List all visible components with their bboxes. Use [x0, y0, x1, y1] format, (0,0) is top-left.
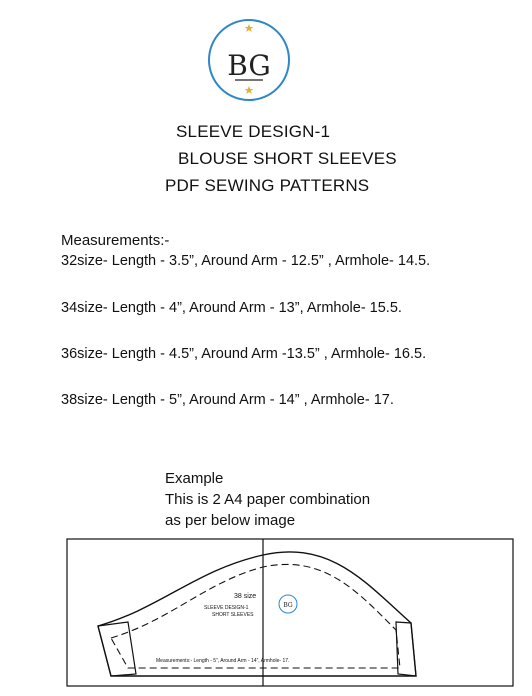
pattern-measurement-note: Measurements:- Length - 5”, Around Arm - 14”, Armhole- 17. — [156, 658, 290, 664]
pattern-type-label: SHORT SLEEVES — [212, 612, 254, 618]
measurements-heading: Measurements:- — [61, 232, 170, 249]
pattern-design-label: SLEEVE DESIGN-1 — [204, 605, 249, 611]
pattern-size-label: 38 size — [234, 593, 257, 600]
measurement-row-32: 32size- Length - 3.5”, Around Arm - 12.5” , Armhole- 14.5. — [61, 253, 431, 269]
measurement-row-36: 36size- Length - 4.5”, Around Arm -13.5” , Armhole- 16.5. — [61, 346, 427, 362]
brand-logo — [207, 18, 291, 102]
title-line-1: SLEEVE DESIGN-1 — [176, 122, 331, 141]
measurement-row-34: 34size- Length - 4”, Around Arm - 13”, Armhole- 15.5. — [61, 300, 402, 316]
sleeve-pattern-diagram — [66, 538, 514, 688]
example-description-2: as per below image — [165, 512, 296, 529]
example-description-1: This is 2 A4 paper combination — [165, 491, 371, 508]
example-heading: Example — [165, 470, 224, 487]
title-line-2: BLOUSE SHORT SLEEVES — [178, 149, 397, 168]
title-line-3: PDF SEWING PATTERNS — [165, 176, 370, 195]
pattern-logo-monogram: BG — [283, 602, 293, 609]
measurement-row-38: 38size- Length - 5”, Around Arm - 14” , Armhole- 17. — [61, 392, 394, 408]
logo-monogram: BG — [227, 49, 271, 82]
